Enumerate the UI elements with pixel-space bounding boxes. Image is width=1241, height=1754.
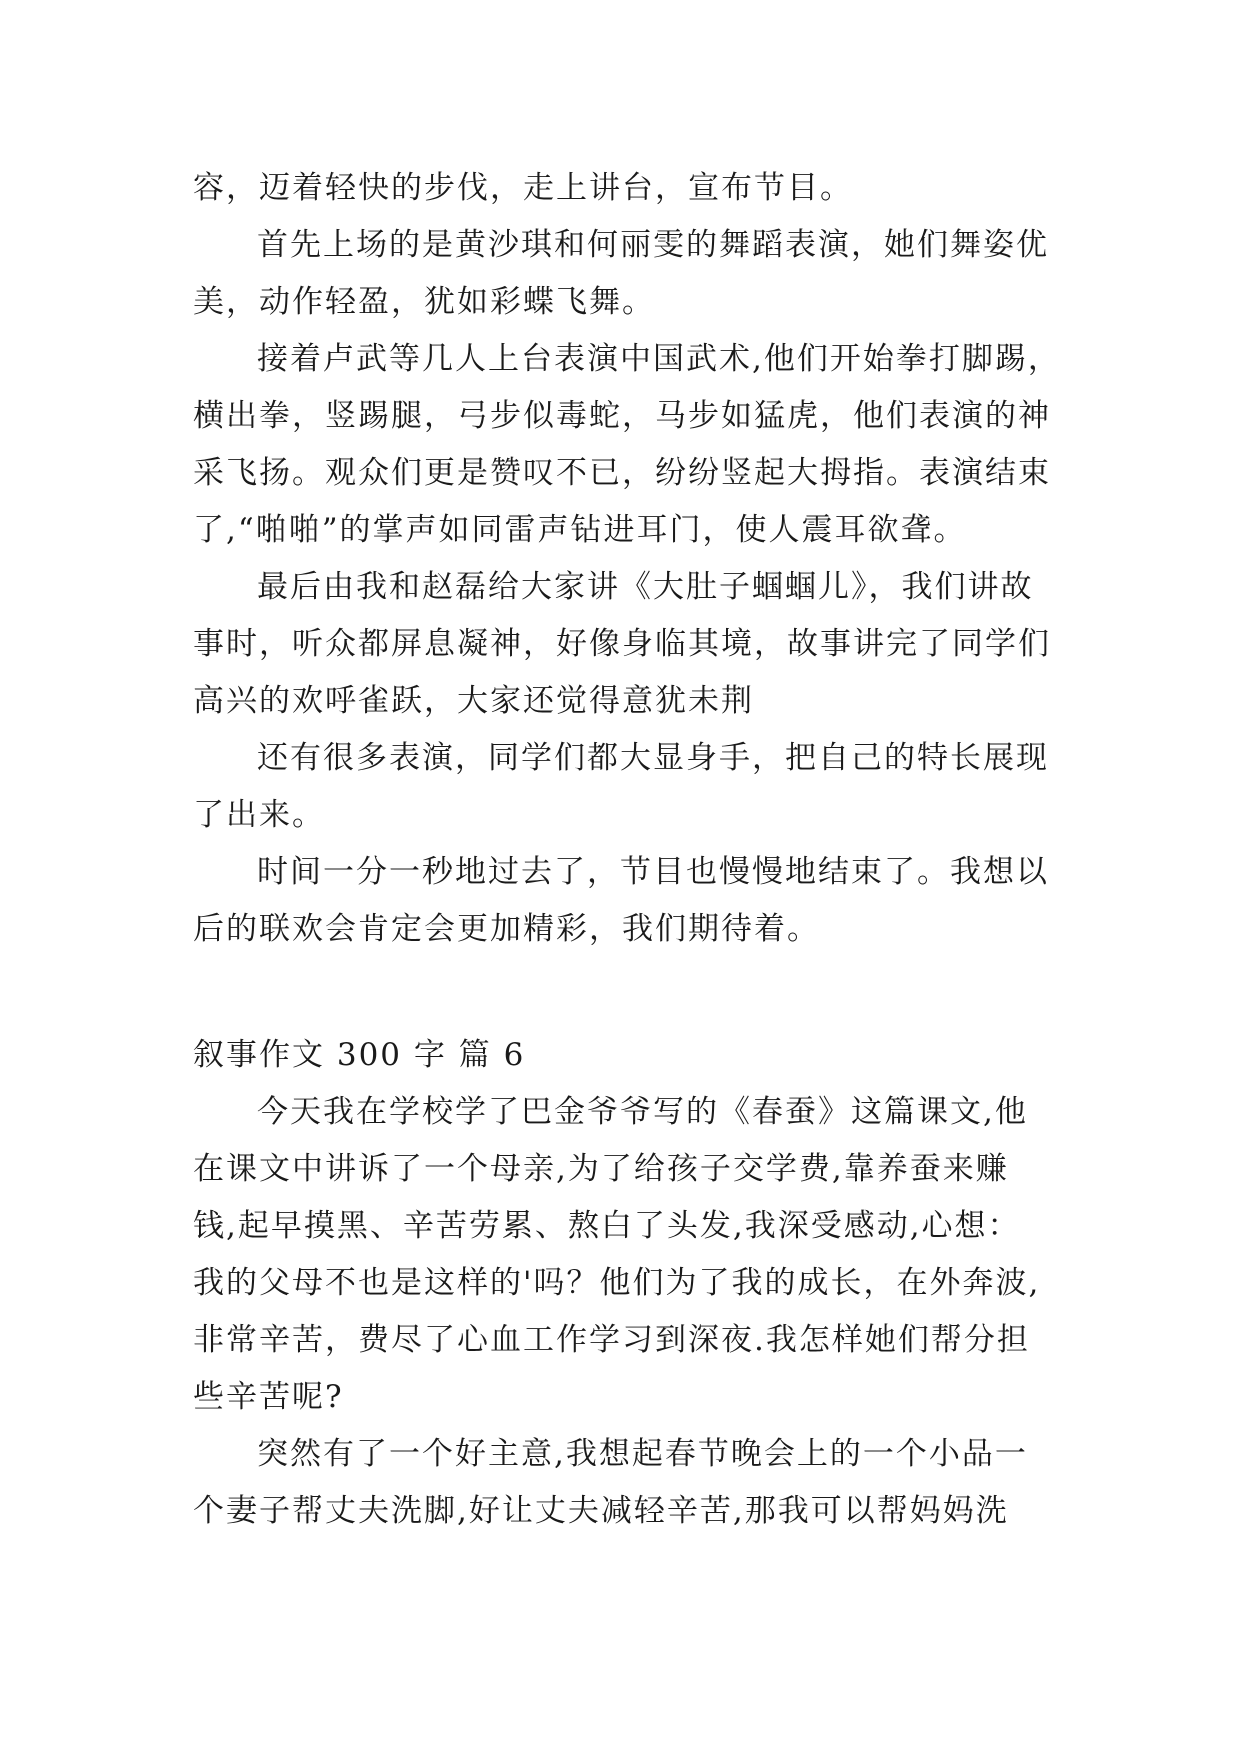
paragraph-start: 接着卢武等几人上台表演中国武术,他们开始拳打脚踢， xyxy=(257,341,1061,377)
section-heading: 叙事作文 300 字 篇 6 xyxy=(193,1037,526,1073)
paragraph-start: 还有很多表演，同学们都大显身手，把自己的特长展现 xyxy=(257,740,1049,776)
text-line: 高兴的欢呼雀跃，大家还觉得意犹未荆 xyxy=(193,683,754,719)
text-line: 些辛苦呢? xyxy=(193,1379,344,1415)
paragraph-start: 最后由我和赵磊给大家讲《大肚子蝈蝈儿》，我们讲故 xyxy=(257,569,1034,605)
text-line: 了出来。 xyxy=(193,797,325,833)
text-line: 非常辛苦，费尽了心血工作学习到深夜.我怎样她们帮分担 xyxy=(193,1322,1030,1358)
text-line: 事时，听众都屏息凝神，好像身临其境，故事讲完了同学们 xyxy=(193,626,1051,662)
text-line: 采飞扬。观众们更是赞叹不已，纷纷竖起大拇指。表演结束 xyxy=(193,455,1051,491)
text-line: 美，动作轻盈，犹如彩蝶飞舞。 xyxy=(193,284,655,320)
text-line: 在课文中讲诉了一个母亲,为了给孩子交学费,靠养蚕来赚 xyxy=(193,1151,1009,1187)
text-line: 横出拳，竖踢腿，弓步似毒蛇，马步如猛虎，他们表演的神 xyxy=(193,398,1051,434)
text-line: 后的联欢会肯定会更加精彩，我们期待着。 xyxy=(193,911,820,947)
text-line: 个妻子帮丈夫洗脚,好让丈夫减轻辛苦,那我可以帮妈妈洗 xyxy=(193,1493,1009,1529)
text-line: 容，迈着轻快的步伐，走上讲台，宣布节目。 xyxy=(193,170,853,206)
paragraph-start: 今天我在学校学了巴金爷爷写的《春蚕》这篇课文,他 xyxy=(257,1094,1028,1130)
text-line: 我的父母不也是这样的'吗？他们为了我的成长，在外奔波, xyxy=(193,1265,1041,1301)
paragraph-start: 突然有了一个好主意,我想起春节晚会上的一个小品一 xyxy=(257,1436,1028,1472)
paragraph-start: 时间一分一秒地过去了，节目也慢慢地结束了。我想以 xyxy=(257,854,1049,890)
text-line: 了,“啪啪”的掌声如同雷声钻进耳门，使人震耳欲聋。 xyxy=(193,512,967,548)
text-line: 钱,起早摸黑、辛苦劳累、熬白了头发,我深受感动,心想： xyxy=(193,1208,1021,1244)
paragraph-start: 首先上场的是黄沙琪和何丽雯的舞蹈表演，她们舞姿优 xyxy=(257,227,1049,263)
